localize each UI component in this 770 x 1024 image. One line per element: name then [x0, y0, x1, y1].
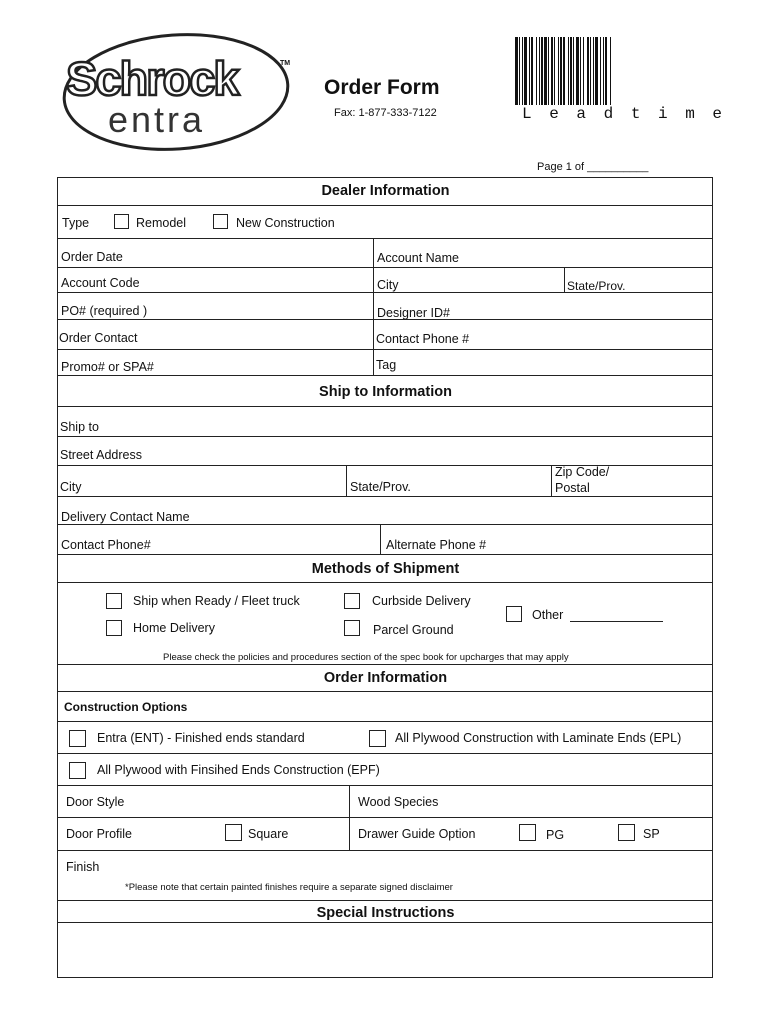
column-divider [551, 465, 552, 496]
divider [57, 267, 713, 268]
page-count: Page 1 of __________ [537, 161, 649, 173]
brand-logo [58, 28, 298, 152]
remodel-checkbox[interactable] [114, 214, 129, 229]
form-title: Order Form [324, 76, 440, 99]
city-field[interactable]: City [377, 278, 399, 292]
shipment-note: Please check the policies and procedures section of the spec book for upcharges that may apply [163, 652, 569, 663]
pg-checkbox[interactable] [519, 824, 536, 841]
special-instructions-heading: Special Instructions [316, 905, 455, 921]
divider [57, 238, 713, 239]
curbside-label: Curbside Delivery [372, 594, 471, 608]
divider [57, 524, 713, 525]
logo-wordmark: Schrock [66, 52, 238, 105]
divider [57, 554, 713, 555]
door-profile-field[interactable]: Door Profile [66, 827, 132, 841]
sp-label: SP [643, 827, 660, 841]
home-delivery-label: Home Delivery [133, 621, 215, 635]
parcel-ground-label: Parcel Ground [373, 623, 454, 637]
shipment-heading: Methods of Shipment [311, 561, 460, 577]
type-label: Type [62, 216, 90, 230]
order-info-heading: Order Information [323, 670, 448, 686]
divider [57, 817, 713, 818]
other-label: Other [532, 608, 564, 622]
new-construction-checkbox[interactable] [213, 214, 228, 229]
divider [57, 406, 713, 407]
epf-label: All Plywood with Finsihed Ends Construction (EPF) [97, 763, 380, 777]
divider [57, 721, 713, 722]
divider [57, 496, 713, 497]
contact-phone-field[interactable]: Contact Phone # [376, 332, 470, 346]
divider [57, 900, 713, 901]
account-code-field[interactable]: Account Code [61, 276, 140, 290]
door-style-field[interactable]: Door Style [66, 795, 125, 809]
ship-to-field[interactable]: Ship to [60, 420, 99, 434]
order-date-field[interactable]: Order Date [61, 250, 123, 264]
zip-code-field[interactable]: Zip Code/ [555, 465, 610, 479]
fax-number: Fax: 1-877-333-7122 [334, 107, 437, 119]
epf-checkbox[interactable] [69, 762, 86, 779]
epl-label: All Plywood Construction with Laminate Ends (EPL) [395, 731, 682, 745]
fleet-truck-checkbox[interactable] [106, 593, 122, 609]
divider [57, 292, 713, 293]
drawer-guide-field[interactable]: Drawer Guide Option [358, 827, 476, 841]
square-checkbox[interactable] [225, 824, 242, 841]
ent-checkbox[interactable] [69, 730, 86, 747]
divider [57, 850, 713, 851]
curbside-checkbox[interactable] [344, 593, 360, 609]
tag-field[interactable]: Tag [376, 358, 397, 372]
divider [57, 349, 713, 350]
divider [57, 785, 713, 786]
special-instructions-area[interactable] [60, 925, 710, 975]
order-contact-field[interactable]: Order Contact [59, 331, 138, 345]
new-construction-label: New Construction [236, 216, 335, 230]
epl-checkbox[interactable] [369, 730, 386, 747]
alternate-phone-field[interactable]: Alternate Phone # [386, 538, 487, 552]
promo-field[interactable]: Promo# or SPA# [61, 360, 154, 374]
column-divider [346, 465, 347, 496]
ship-contact-phone-field[interactable]: Contact Phone# [61, 538, 151, 552]
divider [57, 319, 713, 320]
finish-note: *Please note that certain painted finishes require a separate signed disclaimer [125, 882, 453, 893]
ship-to-heading: Ship to Information [319, 384, 452, 400]
other-input-line[interactable] [570, 621, 663, 622]
square-label: Square [248, 827, 289, 841]
column-divider [373, 238, 374, 375]
other-checkbox[interactable] [506, 606, 522, 622]
account-name-field[interactable]: Account Name [377, 251, 459, 265]
fleet-truck-label: Ship when Ready / Fleet truck [133, 594, 300, 608]
divider [57, 205, 713, 206]
column-divider [380, 524, 381, 554]
sp-checkbox[interactable] [618, 824, 635, 841]
form-frame [57, 177, 713, 978]
barcode-text: L e a d t i m e [522, 105, 727, 123]
dealer-info-heading: Dealer Information [321, 183, 450, 199]
state-prov-field[interactable]: State/Prov. [567, 279, 626, 293]
ship-city-field[interactable]: City [60, 480, 82, 494]
zip-postal-label: Postal [555, 481, 590, 495]
remodel-label: Remodel [136, 216, 187, 230]
divider [57, 582, 713, 583]
wood-species-field[interactable]: Wood Species [358, 795, 439, 809]
logo-subword: entra [108, 99, 206, 140]
ent-label: Entra (ENT) - Finished ends standard [97, 731, 305, 745]
column-divider [564, 267, 565, 292]
home-delivery-checkbox[interactable] [106, 620, 122, 636]
divider [57, 922, 713, 923]
delivery-contact-field[interactable]: Delivery Contact Name [61, 510, 190, 524]
divider [57, 753, 713, 754]
designer-id-field[interactable]: Designer ID# [377, 306, 450, 320]
finish-field[interactable]: Finish [66, 860, 100, 874]
ship-state-field[interactable]: State/Prov. [350, 480, 411, 494]
divider [57, 465, 713, 466]
logo-trademark: TM [280, 60, 291, 67]
pg-label: PG [546, 828, 565, 842]
parcel-ground-checkbox[interactable] [344, 620, 360, 636]
barcode [515, 37, 703, 105]
construction-options-label: Construction Options [64, 700, 188, 714]
divider [57, 691, 713, 692]
divider [57, 375, 713, 376]
divider [57, 436, 713, 437]
divider [57, 664, 713, 665]
po-field[interactable]: PO# (required ) [61, 304, 148, 318]
street-address-field[interactable]: Street Address [60, 448, 142, 462]
